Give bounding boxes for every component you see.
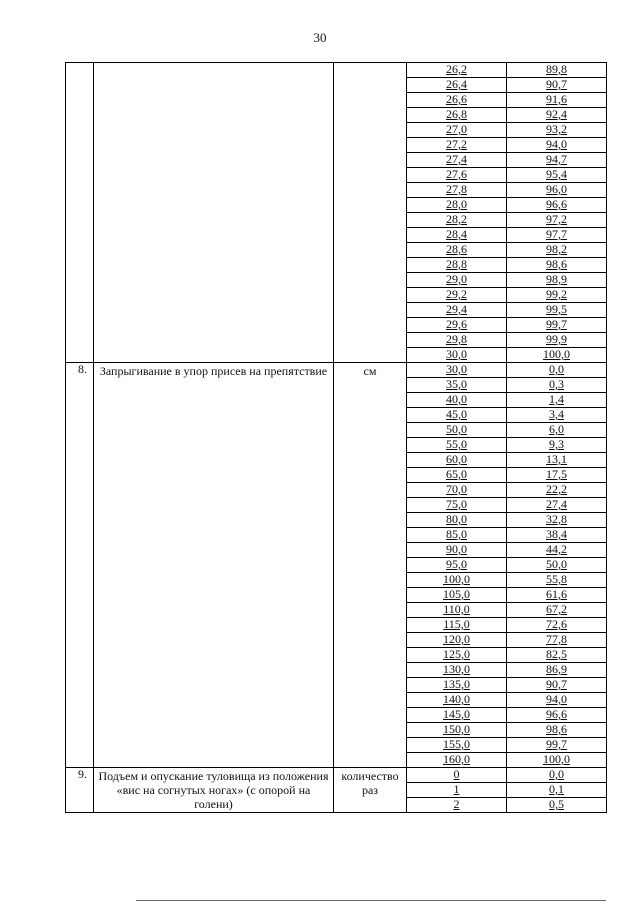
result-value-cell: 0 [407, 768, 507, 783]
points-value-cell: 77,8 [507, 633, 607, 648]
points-value-cell: 44,2 [507, 543, 607, 558]
points-value-cell: 99,2 [507, 288, 607, 303]
points-value-cell: 27,4 [507, 498, 607, 513]
result-value-cell: 110,0 [407, 603, 507, 618]
result-value-cell: 29,2 [407, 288, 507, 303]
result-value-cell: 30,0 [407, 348, 507, 363]
points-value-cell: 0,0 [507, 363, 607, 378]
result-value-cell: 40,0 [407, 393, 507, 408]
result-value-cell: 27,6 [407, 168, 507, 183]
result-value-cell: 26,8 [407, 108, 507, 123]
points-value-cell: 17,5 [507, 468, 607, 483]
points-value-cell: 1,4 [507, 393, 607, 408]
points-value-cell: 32,8 [507, 513, 607, 528]
points-value-cell: 38,4 [507, 528, 607, 543]
points-value-cell: 100,0 [507, 753, 607, 768]
result-value-cell: 80,0 [407, 513, 507, 528]
points-value-cell: 94,7 [507, 153, 607, 168]
exercise-name-cell: Запрыгивание в упор присев на препятствие [94, 363, 334, 768]
result-value-cell: 60,0 [407, 453, 507, 468]
points-value-cell: 97,2 [507, 213, 607, 228]
result-value-cell: 30,0 [407, 363, 507, 378]
result-value-cell: 29,6 [407, 318, 507, 333]
result-value-cell: 65,0 [407, 468, 507, 483]
table-row [66, 363, 607, 378]
result-value-cell: 130,0 [407, 663, 507, 678]
result-value-cell: 1 [407, 783, 507, 798]
result-value-cell: 145,0 [407, 708, 507, 723]
result-value-cell: 2 [407, 798, 507, 813]
points-value-cell: 72,6 [507, 618, 607, 633]
points-value-cell: 96,6 [507, 198, 607, 213]
points-value-cell: 91,6 [507, 93, 607, 108]
points-value-cell: 55,8 [507, 573, 607, 588]
result-value-cell: 28,2 [407, 213, 507, 228]
result-value-cell: 95,0 [407, 558, 507, 573]
result-value-cell: 29,0 [407, 273, 507, 288]
norms-table [65, 62, 607, 813]
result-value-cell: 155,0 [407, 738, 507, 753]
result-value-cell: 160,0 [407, 753, 507, 768]
norms-table-body [66, 63, 607, 813]
points-value-cell: 67,2 [507, 603, 607, 618]
points-value-cell: 90,7 [507, 678, 607, 693]
result-value-cell: 55,0 [407, 438, 507, 453]
result-value-cell: 29,4 [407, 303, 507, 318]
points-value-cell: 99,9 [507, 333, 607, 348]
result-value-cell: 115,0 [407, 618, 507, 633]
points-value-cell: 95,4 [507, 168, 607, 183]
points-value-cell: 0,1 [507, 783, 607, 798]
points-value-cell: 82,5 [507, 648, 607, 663]
points-value-cell: 96,0 [507, 183, 607, 198]
points-value-cell: 89,8 [507, 63, 607, 78]
result-value-cell: 90,0 [407, 543, 507, 558]
points-value-cell: 94,0 [507, 138, 607, 153]
unit-cell: см [334, 363, 407, 768]
points-value-cell: 96,6 [507, 708, 607, 723]
points-value-cell: 61,6 [507, 588, 607, 603]
unit-cell: количество раз [334, 768, 407, 813]
result-value-cell: 120,0 [407, 633, 507, 648]
bottom-line [136, 900, 606, 901]
result-value-cell: 105,0 [407, 588, 507, 603]
result-value-cell: 27,0 [407, 123, 507, 138]
points-value-cell: 98,6 [507, 723, 607, 738]
result-value-cell: 27,4 [407, 153, 507, 168]
points-value-cell: 93,2 [507, 123, 607, 138]
points-value-cell: 92,4 [507, 108, 607, 123]
points-value-cell: 86,9 [507, 663, 607, 678]
points-value-cell: 99,5 [507, 303, 607, 318]
points-value-cell: 50,0 [507, 558, 607, 573]
points-value-cell: 99,7 [507, 318, 607, 333]
points-value-cell: 98,2 [507, 243, 607, 258]
exercise-name-cell [94, 63, 334, 363]
result-value-cell: 28,6 [407, 243, 507, 258]
result-value-cell: 70,0 [407, 483, 507, 498]
result-value-cell: 26,6 [407, 93, 507, 108]
points-value-cell: 98,6 [507, 258, 607, 273]
result-value-cell: 125,0 [407, 648, 507, 663]
points-value-cell: 90,7 [507, 78, 607, 93]
points-value-cell: 0,5 [507, 798, 607, 813]
result-value-cell: 50,0 [407, 423, 507, 438]
result-value-cell: 26,4 [407, 78, 507, 93]
points-value-cell: 0,3 [507, 378, 607, 393]
points-value-cell: 0,0 [507, 768, 607, 783]
page-number: 30 [313, 30, 327, 45]
result-value-cell: 27,2 [407, 138, 507, 153]
exercise-name-cell: Подъем и опускание туловища из положения «вис на согнутых ногах» (с опорой на голени) [94, 768, 334, 813]
result-value-cell: 28,8 [407, 258, 507, 273]
exercise-number-cell [66, 63, 94, 363]
exercise-number-cell: 9. [66, 768, 94, 813]
points-value-cell: 99,7 [507, 738, 607, 753]
result-value-cell: 29,8 [407, 333, 507, 348]
points-value-cell: 3,4 [507, 408, 607, 423]
points-value-cell: 13,1 [507, 453, 607, 468]
result-value-cell: 75,0 [407, 498, 507, 513]
result-value-cell: 35,0 [407, 378, 507, 393]
points-value-cell: 94,0 [507, 693, 607, 708]
points-value-cell: 9,3 [507, 438, 607, 453]
result-value-cell: 45,0 [407, 408, 507, 423]
points-value-cell: 97,7 [507, 228, 607, 243]
result-value-cell: 100,0 [407, 573, 507, 588]
points-value-cell: 22,2 [507, 483, 607, 498]
result-value-cell: 28,4 [407, 228, 507, 243]
result-value-cell: 140,0 [407, 693, 507, 708]
exercise-number-cell: 8. [66, 363, 94, 768]
points-value-cell: 98,9 [507, 273, 607, 288]
points-value-cell: 100,0 [507, 348, 607, 363]
result-value-cell: 26,2 [407, 63, 507, 78]
unit-cell [334, 63, 407, 363]
table-row [66, 63, 607, 78]
result-value-cell: 150,0 [407, 723, 507, 738]
result-value-cell: 27,8 [407, 183, 507, 198]
table-row [66, 768, 607, 783]
result-value-cell: 85,0 [407, 528, 507, 543]
result-value-cell: 28,0 [407, 198, 507, 213]
result-value-cell: 135,0 [407, 678, 507, 693]
points-value-cell: 6,0 [507, 423, 607, 438]
